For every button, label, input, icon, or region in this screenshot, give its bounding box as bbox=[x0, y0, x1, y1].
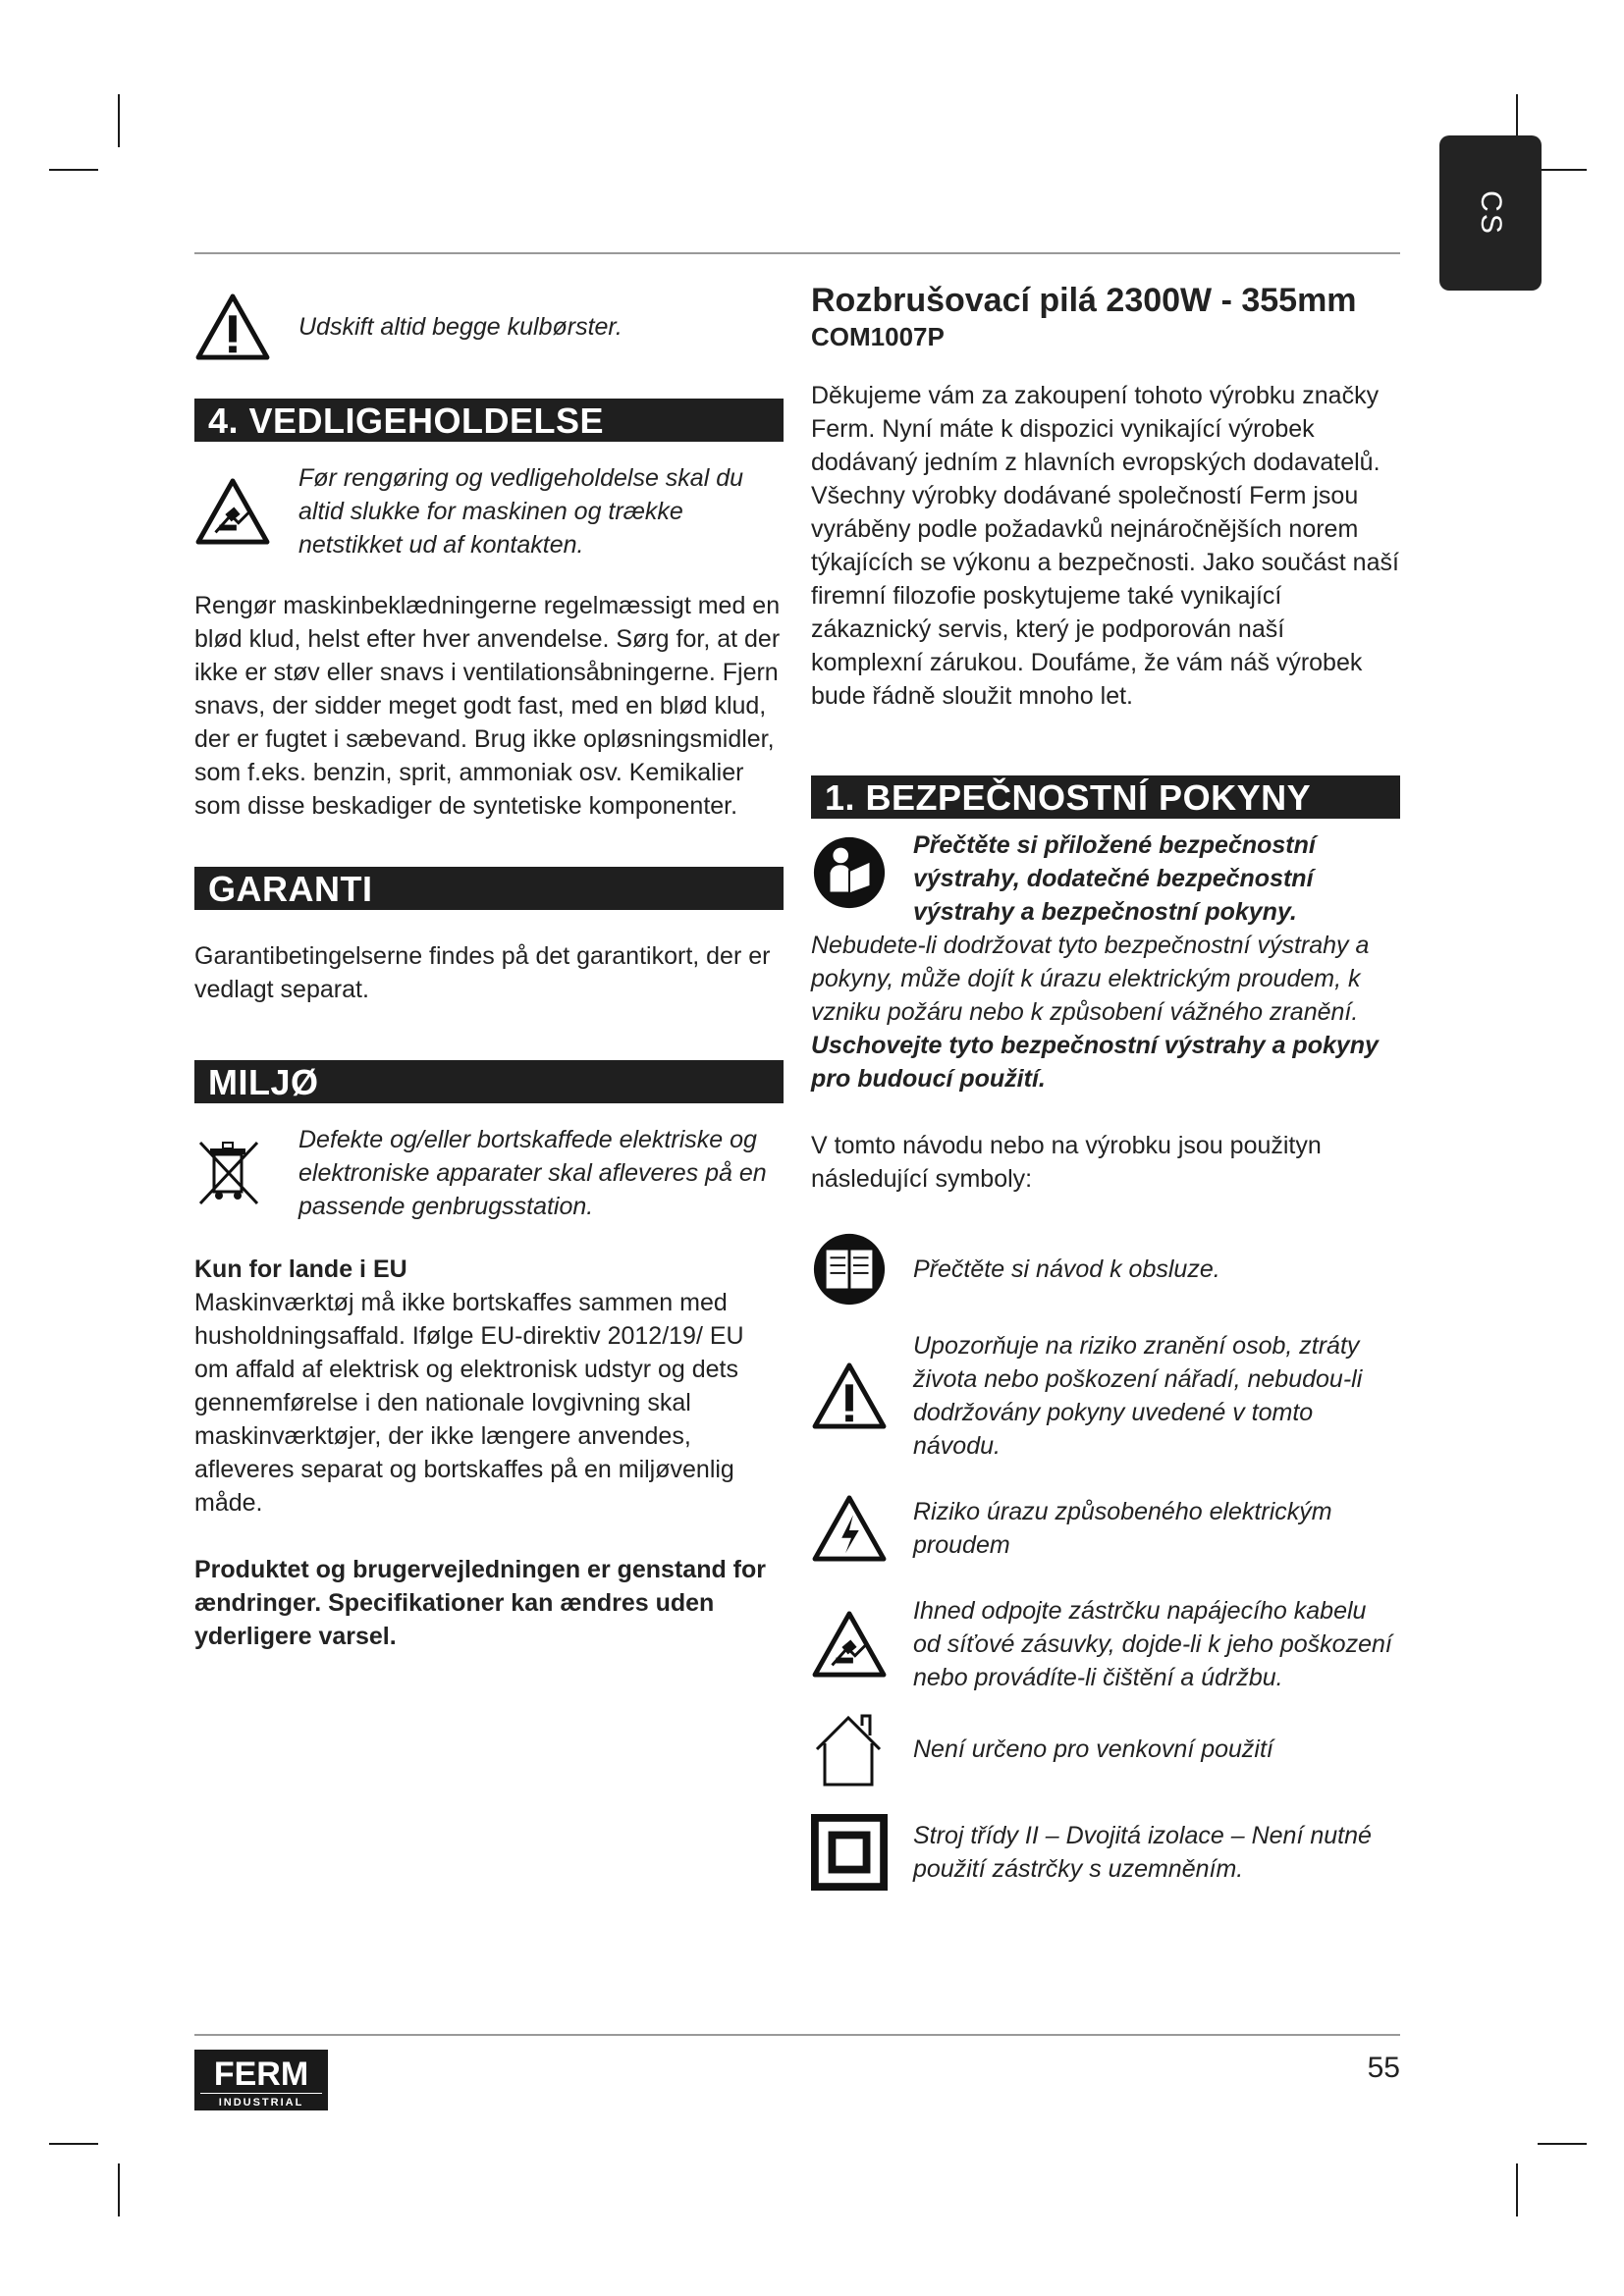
read-manual-icon bbox=[811, 834, 888, 911]
unplug-icon bbox=[194, 477, 271, 546]
symbol-text: Riziko úrazu způsobeného elektrickým proudem bbox=[913, 1498, 1332, 1559]
maintenance-body: Rengør maskinbeklædningerne regelmæssigt med en blød klud, helst efter hver anvendelse. Sørg for, at der ikke er støv eller snavs i ventilationsåbningerne. Fjern snavs, der sidder meget godt fast, med en blød klud, der er fugtet i sæbevand. Brug ikke opløsningsmidler, som f.eks. benzin, sprit, ammoniak osv. Kemikalier som disse beskadiger de syntetiske komponenter. bbox=[194, 592, 781, 820]
svg-text:INDUSTRIAL: INDUSTRIAL bbox=[218, 2097, 304, 2109]
warranty-body: Garantibetingelserne findes på det garantikort, der er vedlagt separat. bbox=[194, 942, 771, 1003]
section-heading-warranty: GARANTI bbox=[194, 867, 784, 910]
crop-mark bbox=[49, 2143, 98, 2145]
class-ii-icon bbox=[811, 1814, 888, 1891]
language-tab bbox=[1439, 135, 1542, 291]
symbol-text: Přečtěte si návod k obsluze. bbox=[913, 1255, 1220, 1283]
weee-bin-icon bbox=[194, 1137, 263, 1209]
unplug-icon bbox=[811, 1610, 888, 1679]
brush-note: Udskift altid begge kulbørster. bbox=[298, 313, 623, 341]
intro-text: Děkujeme vám za zakoupení tohoto výrobku značky Ferm. Nyní máte k dispozici vynikající výrobek dodávaný jedním z hlavních evropských dodavatelů. Všechny výrobky dodávané společností Ferm jsou vyráběny podle požadavků nejnáročnějších norem týkajících se výkonu a bezpečnosti. Jako součást naší firemní filozofie poskytujeme také vynikající zákaznický servis, který je podporován naší komplexní zárukou. Doufáme, že vám náš výrobek bude řádně sloužit mnoho let. bbox=[811, 382, 1399, 710]
symbol-text: Není určeno pro venkovní použití bbox=[913, 1735, 1273, 1763]
maintenance-warning-row bbox=[194, 461, 784, 561]
page-number: 55 bbox=[1367, 2052, 1400, 2084]
ferm-logo bbox=[194, 2050, 328, 2110]
footer-rule bbox=[194, 2034, 1400, 2036]
product-title: Rozbrušovací pilá 2300W - 355mm bbox=[811, 282, 1357, 319]
crop-mark bbox=[1538, 2143, 1587, 2145]
symbol-text: Stroj třídy II – Dvojitá izolace – Není nutné použití zástrčky s uzemněním. bbox=[913, 1822, 1372, 1883]
read-warnings-bold: Přečtěte si přiložené bezpečnostní výstrahy, dodatečné bezpečnostní výstrahy a bezpečnostní pokyny. bbox=[913, 831, 1316, 926]
eu-body: Maskinværktøj må ikke bortskaffes sammen med husholdningsaffald. Ifølge EU-direktiv 2012/19/ EU om affald af elektrisk og elektronisk udstyr og dets gennemførelse i den nationale lovgivning skal maskinværktøjer, der ikke længere anvendes, afleveres separat og bortskaffes på en miljøvenlig måde. bbox=[194, 1289, 744, 1517]
symbol-row bbox=[811, 1329, 1400, 1463]
weee-row bbox=[194, 1123, 784, 1223]
symbol-text: Ihned odpojte zástrčku napájecího kabelu od síťové zásuvky, dojde-li k jeho poškození nebo provádíte-li čištění a údržbu. bbox=[913, 1597, 1392, 1691]
electric-hazard-icon bbox=[811, 1494, 888, 1563]
section-heading-safety: 1. BEZPEČNOSTNÍ POKYNY bbox=[811, 775, 1400, 819]
manual-icon bbox=[811, 1231, 888, 1308]
symbol-row bbox=[811, 1594, 1400, 1694]
symbol-row bbox=[811, 1814, 1400, 1891]
maintenance-warning: Før rengøring og vedligeholdelse skal du altid slukke for maskinen og trække netstikket ud af kontakten. bbox=[298, 464, 744, 559]
weee-note: Defekte og/eller bortskaffede elektriske og elektroniske apparater skal afleveres på en passende genbrugsstation. bbox=[298, 1126, 767, 1220]
read-warnings-italic: Nebudete-li dodržovat tyto bezpečnostní výstrahy a pokyny, může dojít k úrazu elektrickým proudem, k vzniku požáru nebo k způsobení vážného zranění. bbox=[811, 932, 1370, 1026]
keep-warnings: Uschovejte tyto bezpečnostní výstrahy a pokyny pro budoucí použití. bbox=[811, 1032, 1379, 1093]
crop-mark bbox=[1538, 169, 1587, 171]
svg-text:FERM: FERM bbox=[213, 2056, 309, 2093]
header-rule bbox=[194, 252, 1400, 254]
eu-title: Kun for lande i EU bbox=[194, 1255, 407, 1283]
language-code: CS bbox=[1475, 190, 1507, 236]
symbol-text: Upozorňuje na riziko zranění osob, ztráty života nebo poškození nářadí, nebudou-li dodržovány pokyny uvedené v tomto návodu. bbox=[913, 1332, 1363, 1460]
warning-icon bbox=[811, 1362, 888, 1430]
symbols-intro: V tomto návodu nebo na výrobku jsou použityn následující symboly: bbox=[811, 1132, 1322, 1193]
house-icon bbox=[811, 1710, 886, 1789]
change-notice: Produktet og brugervejledningen er genstand for ændringer. Specifikationer kan ændres uden yderligere varsel. bbox=[194, 1556, 767, 1650]
crop-mark bbox=[1516, 2163, 1518, 2216]
crop-mark bbox=[118, 2163, 120, 2216]
crop-mark bbox=[49, 169, 98, 171]
crop-mark bbox=[118, 94, 120, 147]
section-heading-maintenance: 4. VEDLIGEHOLDELSE bbox=[194, 399, 784, 442]
symbol-row bbox=[811, 1231, 1400, 1308]
section-heading-environment: MILJØ bbox=[194, 1060, 784, 1103]
brush-note-row bbox=[194, 293, 784, 361]
warning-icon bbox=[194, 293, 271, 361]
symbol-row bbox=[811, 1494, 1400, 1563]
right-column bbox=[811, 275, 1400, 1891]
symbol-row bbox=[811, 1710, 1400, 1789]
product-model: COM1007P bbox=[811, 322, 945, 351]
read-warnings-row bbox=[811, 828, 1400, 929]
left-column bbox=[194, 275, 784, 1653]
